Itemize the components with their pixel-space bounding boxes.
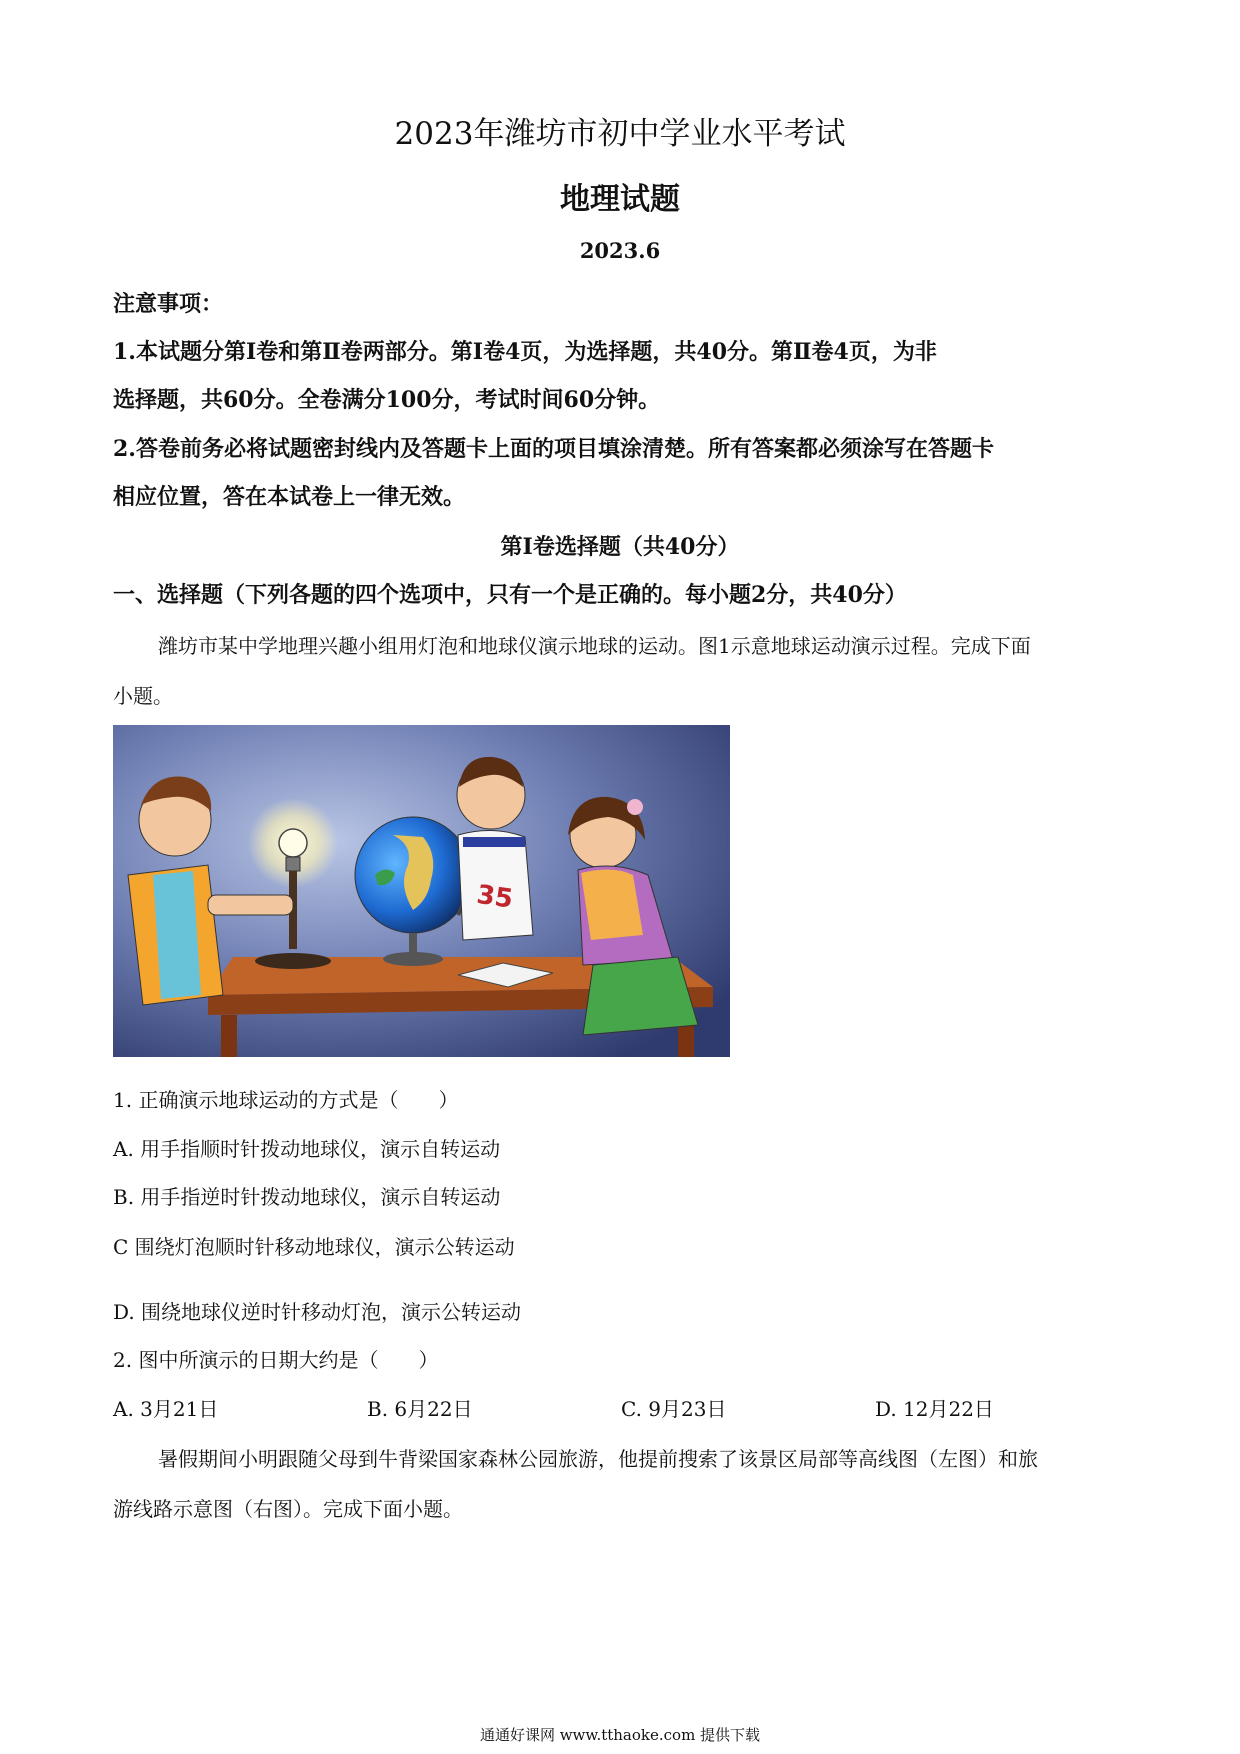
q2-option-d: D. 12月22日 [875,1397,994,1421]
page-footer: 通通好课网 www.tthaoke.com 提供下载 [479,1726,761,1744]
q1-option-d: D. 围绕地球仪逆时针移动灯泡，演示公转运动 [113,1300,522,1324]
exam-date: 2023.6 [579,238,661,263]
section-heading: 一、选择题（下列各题的四个选项中，只有一个是正确的。每小题2分，共40分） [113,582,907,608]
notice-item-1-cont: 选择题，共60分。全卷满分100分，考试时间60分钟。 [113,387,661,413]
q2-stem: 2. 图中所演示的日期大约是（ ） [113,1348,439,1372]
shirt-number: 35 [474,879,515,915]
q2-option-a: A. 3月21日 [113,1397,219,1421]
intro-paragraph: 潍坊市某中学地理兴趣小组用灯泡和地球仪演示地球的运动。图1示意地球运动演示过程。完成下面 [158,634,1031,658]
q1-option-b: B. 用手指逆时针拨动地球仪，演示自转运动 [113,1185,501,1209]
q1-stem: 1. 正确演示地球运动的方式是（ ） [113,1088,459,1112]
notice-item-2-cont: 相应位置，答在本试卷上一律无效。 [113,484,466,510]
q2-option-b: B. 6月22日 [367,1397,473,1421]
intro-paragraph-cont: 小题。 [113,684,173,708]
passage-2-cont: 游线路示意图（右图）。完成下面小题。 [113,1497,463,1521]
exam-title: 2023年潍坊市初中学业水平考试 [394,116,846,152]
notice-heading: 注意事项： [113,291,224,317]
passage-2: 暑假期间小明跟随父母到牛背梁国家森林公园旅游，他提前搜索了该景区局部等高线图（左图）和旅 [158,1447,1038,1471]
q1-option-c: C 围绕灯泡顺时针移动地球仪，演示公转运动 [113,1235,515,1259]
q1-option-a: A. 用手指顺时针拨动地球仪，演示自转运动 [113,1137,501,1161]
part1-heading: 第Ⅰ卷选择题（共40分） [500,534,740,560]
notice-item-1: 1.本试题分第Ⅰ卷和第Ⅱ卷两部分。第Ⅰ卷4页，为选择题，共40分。第Ⅱ卷4页，为非 [113,339,937,365]
figure-1-earth-motion-illustration [113,725,730,1057]
exam-subtitle: 地理试题 [560,182,680,217]
q2-option-c: C. 9月23日 [621,1397,727,1421]
notice-item-2: 2.答卷前务必将试题密封线内及答题卡上面的项目填涂清楚。所有答案都必须涂写在答题卡 [113,436,994,462]
